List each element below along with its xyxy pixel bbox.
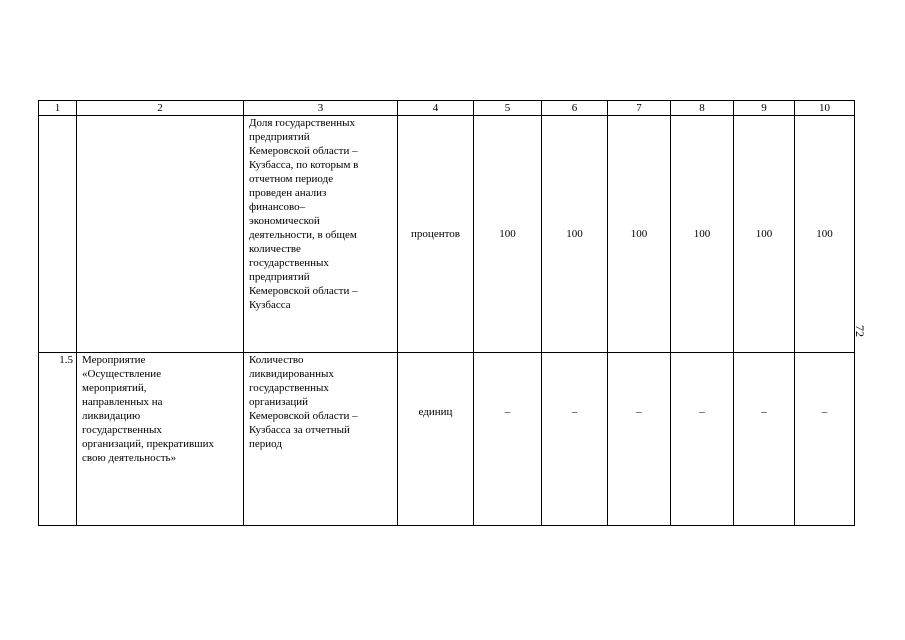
indicator-text-line: Кемеровской области – bbox=[249, 410, 358, 422]
event-text-line: организаций, прекративших bbox=[82, 438, 215, 450]
value-cell: 100 bbox=[608, 116, 671, 353]
event-text-line: мероприятий, bbox=[82, 382, 147, 394]
column-number-1: 1 bbox=[39, 101, 77, 116]
event-text-line: «Осуществление bbox=[82, 368, 162, 380]
value-cell: – bbox=[608, 353, 671, 526]
table-row bbox=[39, 116, 855, 353]
event-text-line: свою деятельность» bbox=[82, 452, 177, 464]
row-number-cell bbox=[39, 116, 77, 353]
event-cell bbox=[77, 116, 244, 353]
indicator-text-line: Кузбасса, по которым в bbox=[249, 159, 359, 171]
indicator-text-line: экономической bbox=[249, 215, 320, 227]
indicator-text-line: предприятий bbox=[249, 131, 310, 143]
value-cell: – bbox=[671, 353, 734, 526]
indicator-text-line: Доля государственных bbox=[249, 117, 356, 129]
value-cell: – bbox=[542, 353, 608, 526]
page-number: 72 bbox=[853, 325, 867, 337]
indicator-cell bbox=[244, 116, 398, 353]
table-row bbox=[39, 353, 855, 526]
value-cell: 100 bbox=[671, 116, 734, 353]
indicator-text-line: государственных bbox=[249, 257, 329, 269]
indicator-text-line: ликвидированных bbox=[249, 368, 334, 380]
indicator-text-line: отчетном периоде bbox=[249, 173, 334, 185]
event-cell bbox=[77, 353, 244, 526]
event-text-line: Мероприятие bbox=[82, 354, 146, 366]
indicator-text-line: Кузбасса за отчетный bbox=[249, 424, 350, 436]
column-number-10: 10 bbox=[795, 101, 855, 116]
value-cell: 100 bbox=[542, 116, 608, 353]
event-text-line: направленных на bbox=[82, 396, 163, 408]
row-number-cell: 1.5 bbox=[39, 353, 77, 526]
unit-cell: единиц bbox=[398, 353, 474, 526]
indicator-cell bbox=[244, 353, 398, 526]
value-cell: – bbox=[795, 353, 855, 526]
indicator-text-line: организаций bbox=[249, 396, 309, 408]
column-number-9: 9 bbox=[734, 101, 795, 116]
indicator-text-line: Кемеровской области – bbox=[249, 285, 358, 297]
column-number-2: 2 bbox=[77, 101, 244, 116]
indicator-text-line: период bbox=[249, 438, 282, 450]
indicator-text-line: предприятий bbox=[249, 271, 310, 283]
value-cell: 100 bbox=[474, 116, 542, 353]
column-number-3: 3 bbox=[244, 101, 398, 116]
column-number-4: 4 bbox=[398, 101, 474, 116]
column-number-6: 6 bbox=[542, 101, 608, 116]
indicator-text-line: государственных bbox=[249, 382, 329, 394]
value-cell: 100 bbox=[795, 116, 855, 353]
value-cell: 100 bbox=[734, 116, 795, 353]
event-text-line: государственных bbox=[82, 424, 162, 436]
indicator-text-line: проведен анализ bbox=[249, 187, 327, 199]
column-number-row bbox=[39, 101, 855, 116]
indicator-text-line: Количество bbox=[249, 354, 304, 366]
indicators-table bbox=[38, 100, 855, 526]
indicator-text-line: Кемеровской области – bbox=[249, 145, 358, 157]
event-text-line: ликвидацию bbox=[82, 410, 141, 422]
indicator-text-line: деятельности, в общем bbox=[249, 229, 357, 241]
value-cell: – bbox=[734, 353, 795, 526]
indicator-text-line: Кузбасса bbox=[249, 299, 291, 311]
unit-cell: процентов bbox=[398, 116, 474, 353]
indicator-text-line: финансово– bbox=[249, 201, 306, 213]
indicator-text-line: количестве bbox=[249, 243, 301, 255]
column-number-5: 5 bbox=[474, 101, 542, 116]
column-number-7: 7 bbox=[608, 101, 671, 116]
column-number-8: 8 bbox=[671, 101, 734, 116]
value-cell: – bbox=[474, 353, 542, 526]
